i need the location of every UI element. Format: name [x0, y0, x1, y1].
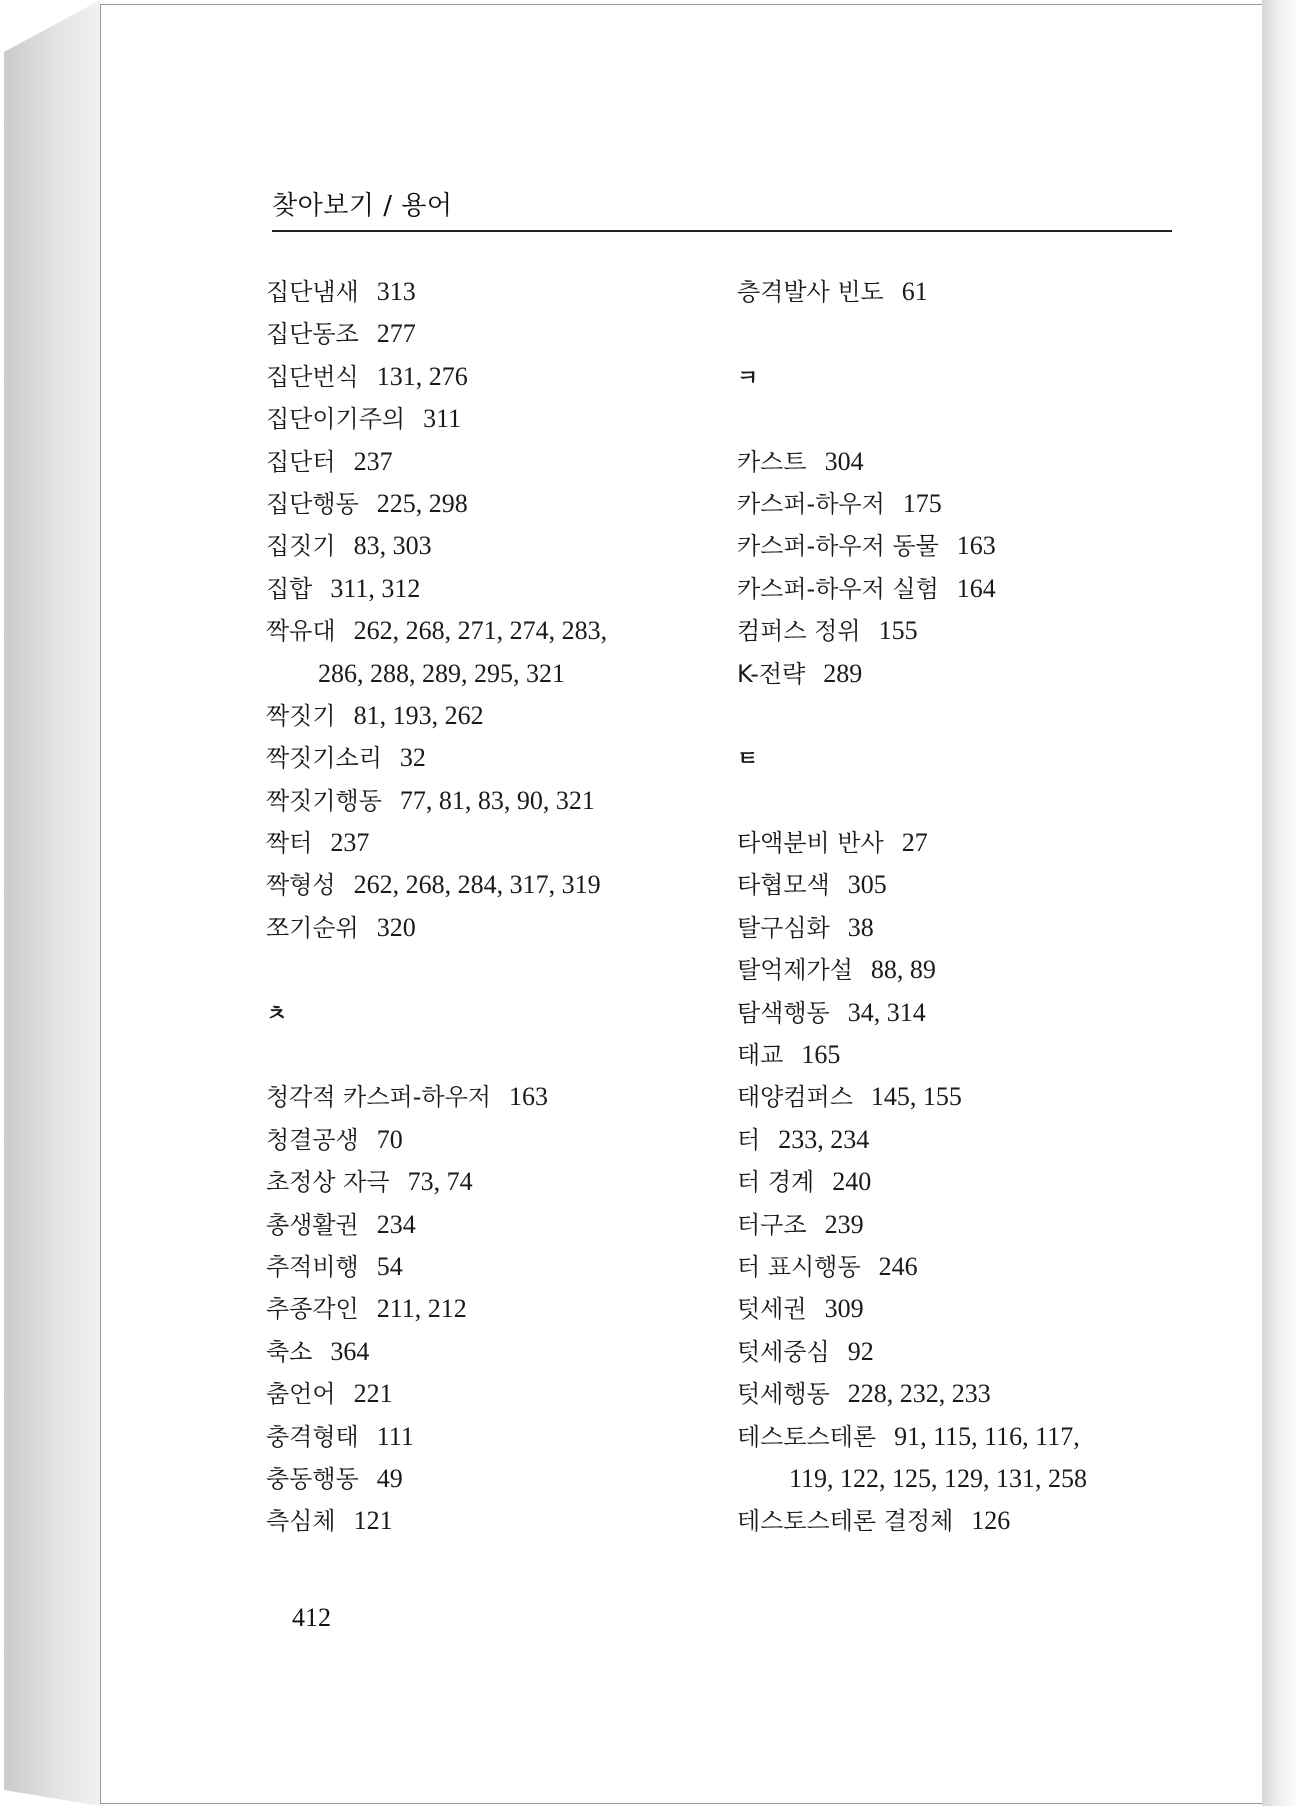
index-pages: 237: [353, 446, 393, 476]
index-term: 추종각인: [266, 1295, 359, 1324]
index-pages: 289: [823, 658, 863, 688]
index-term: 집합: [266, 574, 313, 603]
index-pages: 32: [399, 743, 426, 773]
index-term: 터: [737, 1125, 761, 1154]
index-entry: [737, 907, 1207, 949]
index-pages: 221: [353, 1379, 393, 1409]
index-term: 청각적 카스퍼-하우저: [266, 1083, 491, 1112]
index-section-letter: [737, 356, 1207, 398]
index-column-left: [266, 271, 736, 1543]
index-pages: 246: [878, 1251, 918, 1281]
index-entry: [266, 780, 736, 822]
index-pages: 83, 303: [353, 531, 432, 561]
index-entry: [737, 568, 1207, 610]
index-term: 초정상 자극: [266, 1168, 390, 1197]
index-entry: [737, 1373, 1207, 1415]
index-pages: 164: [956, 573, 996, 603]
index-term: 춤언어: [266, 1380, 336, 1409]
index-term: 집단냄새: [266, 278, 359, 306]
index-term: 카스퍼-하우저 실험: [737, 574, 939, 603]
index-pages: 119, 122, 125, 129, 131, 258: [789, 1463, 1088, 1493]
index-pages: 234: [376, 1209, 416, 1239]
index-pages: 81, 193, 262: [353, 700, 484, 730]
index-pages: 92: [847, 1336, 874, 1366]
index-term: 총생활권: [266, 1210, 359, 1239]
index-term: K-전략: [737, 659, 806, 688]
index-term: 테스토스테론: [737, 1422, 877, 1451]
index-entry: [266, 695, 736, 737]
index-entry: [266, 822, 736, 864]
index-pages: 311: [423, 404, 462, 434]
index-entry: [266, 271, 736, 313]
index-entry: [266, 398, 736, 440]
index-pages: 165: [801, 1040, 841, 1070]
index-spacer: [737, 780, 1207, 822]
index-pages: 286, 288, 289, 295, 321: [318, 658, 565, 688]
index-spacer: [737, 695, 1207, 737]
index-term: 테스토스테론 결정체: [737, 1507, 954, 1536]
index-pages: 262, 268, 271, 274, 283,: [353, 616, 608, 646]
index-term: 추적비행: [266, 1252, 359, 1281]
index-spacer: [266, 949, 736, 991]
index-entry: [266, 737, 736, 779]
running-header: 찾아보기 / 용어: [272, 191, 453, 221]
index-entry: [737, 271, 1207, 313]
index-pages: 225, 298: [376, 488, 468, 518]
index-pages: 49: [376, 1463, 403, 1493]
book-spine: [0, 0, 100, 1806]
index-entry: [737, 610, 1207, 652]
index-term: 태양컴퍼스: [737, 1083, 853, 1112]
index-pages: 77, 81, 83, 90, 321: [399, 785, 595, 815]
index-pages: 320: [376, 912, 416, 942]
index-entry: [737, 1246, 1207, 1288]
index-pages: 239: [824, 1209, 864, 1239]
index-term: 카스퍼-하우저: [737, 489, 885, 518]
index-entry: [266, 907, 736, 949]
index-entry: [266, 1288, 736, 1330]
index-term: 짝짓기행동: [266, 786, 382, 815]
index-term: 층격발사 빈도: [737, 278, 884, 306]
index-term: 측심체: [266, 1507, 336, 1536]
index-term: 집짓기: [266, 532, 336, 561]
index-pages: 38: [847, 912, 874, 942]
index-entry: [737, 1331, 1207, 1373]
index-pages: 88, 89: [870, 955, 936, 985]
index-term: 컴퍼스 정위: [737, 617, 861, 646]
index-term: 터 표시행동: [737, 1252, 861, 1281]
index-entry: [266, 568, 736, 610]
page-number: 412: [292, 1603, 331, 1632]
index-pages: 163: [956, 531, 996, 561]
index-entry: [266, 1246, 736, 1288]
index-column-right: [737, 271, 1207, 1543]
index-pages: 175: [902, 488, 942, 518]
index-entry: [266, 1204, 736, 1246]
index-term: 집단터: [266, 447, 336, 476]
index-term: 터구조: [737, 1210, 807, 1239]
index-entry: [266, 356, 736, 398]
index-pages: 163: [508, 1082, 548, 1112]
index-entry: [266, 1500, 736, 1542]
index-entry: [737, 1034, 1207, 1076]
index-entry: [266, 864, 736, 906]
index-pages: 277: [376, 319, 416, 349]
index-entry: [737, 1076, 1207, 1118]
index-term: 청결공생: [266, 1125, 359, 1154]
index-term: 텃세권: [737, 1295, 807, 1324]
index-pages: 91, 115, 116, 117,: [894, 1421, 1080, 1451]
page-edge-shadow: [1262, 0, 1299, 1806]
index-pages: 233, 234: [778, 1124, 870, 1154]
index-term: 쪼기순위: [266, 913, 359, 942]
index-entry: [266, 441, 736, 483]
index-pages: 121: [353, 1506, 393, 1536]
index-term: 탈구심화: [737, 913, 830, 942]
index-entry-continuation: [737, 1458, 1207, 1500]
index-pages: 313: [376, 277, 416, 306]
index-term: 탈억제가설: [737, 956, 853, 985]
index-term: 터 경계: [737, 1168, 815, 1197]
index-term: 태교: [737, 1041, 784, 1070]
index-pages: 70: [376, 1124, 403, 1154]
index-entry: [266, 1076, 736, 1118]
index-term: 축소: [266, 1337, 313, 1366]
index-term: 타협모색: [737, 871, 830, 900]
index-spacer: [737, 398, 1207, 440]
index-term: 집단행동: [266, 489, 359, 518]
index-term: 카스퍼-하우저 동물: [737, 532, 939, 561]
index-entry: [737, 525, 1207, 567]
index-term: 집단동조: [266, 320, 359, 349]
index-term: 카스트: [737, 447, 807, 476]
index-entry: [266, 483, 736, 525]
index-entry: [266, 313, 736, 355]
index-pages: 131, 276: [376, 361, 468, 391]
index-term: 텃세중심: [737, 1337, 830, 1366]
index-term: 집단이기주의: [266, 405, 406, 434]
index-entry: [737, 1119, 1207, 1161]
index-entry: [737, 1288, 1207, 1330]
index-pages: 61: [901, 277, 928, 306]
index-term: 충동행동: [266, 1464, 359, 1493]
index-entry: [737, 822, 1207, 864]
index-pages: 145, 155: [870, 1082, 962, 1112]
index-entry: [266, 610, 736, 652]
index-spacer: [266, 1034, 736, 1076]
index-section-letter: [266, 992, 736, 1034]
index-entry: [266, 1416, 736, 1458]
index-spacer: [737, 313, 1207, 355]
index-entry: [266, 1458, 736, 1500]
index-pages: 211, 212: [376, 1294, 467, 1324]
index-term: 탐색행동: [737, 998, 830, 1027]
index-pages: 228, 232, 233: [847, 1379, 991, 1409]
index-term: 짝터: [266, 829, 313, 858]
index-entry: [737, 1500, 1207, 1542]
index-entry: [737, 441, 1207, 483]
index-section-letter: [737, 737, 1207, 779]
index-entry: [737, 1161, 1207, 1203]
index-pages: 155: [878, 616, 918, 646]
index-entry: [737, 949, 1207, 991]
index-pages: 126: [971, 1506, 1011, 1536]
index-pages: 305: [847, 870, 887, 900]
index-pages: 304: [824, 446, 864, 476]
index-entry: [266, 525, 736, 567]
index-entry: [266, 1331, 736, 1373]
index-entry: [737, 653, 1207, 695]
index-entry: [737, 1416, 1207, 1458]
index-pages: 309: [824, 1294, 864, 1324]
index-pages: 364: [330, 1336, 370, 1366]
index-entry: [737, 1204, 1207, 1246]
index-pages: 34, 314: [847, 997, 926, 1027]
index-entry: [266, 1373, 736, 1415]
index-pages: 237: [330, 828, 370, 858]
section-letter: ㅊ: [266, 1001, 288, 1027]
index-entry: [737, 864, 1207, 906]
index-pages: 54: [376, 1251, 403, 1281]
index-entry: [266, 1119, 736, 1161]
header-rule: [272, 230, 1172, 232]
index-entry: [737, 483, 1207, 525]
index-pages: 262, 268, 284, 317, 319: [353, 870, 601, 900]
index-term: 충격형태: [266, 1422, 359, 1451]
section-letter: ㅌ: [737, 747, 759, 773]
index-term: 짝짓기: [266, 701, 336, 730]
index-entry-continuation: [266, 653, 736, 695]
index-entry: [737, 992, 1207, 1034]
index-term: 텃세행동: [737, 1380, 830, 1409]
index-term: 짝형성: [266, 871, 336, 900]
index-entry: [266, 1161, 736, 1203]
index-term: 집단번식: [266, 362, 359, 391]
index-pages: 111: [376, 1421, 414, 1451]
index-pages: 240: [832, 1167, 872, 1197]
index-term: 짝유대: [266, 617, 336, 646]
index-pages: 311, 312: [330, 573, 421, 603]
index-term: 타액분비 반사: [737, 829, 884, 858]
index-pages: 27: [901, 828, 928, 858]
index-term: 짝짓기소리: [266, 744, 382, 773]
section-letter: ㅋ: [737, 365, 759, 391]
index-pages: 73, 74: [407, 1167, 473, 1197]
